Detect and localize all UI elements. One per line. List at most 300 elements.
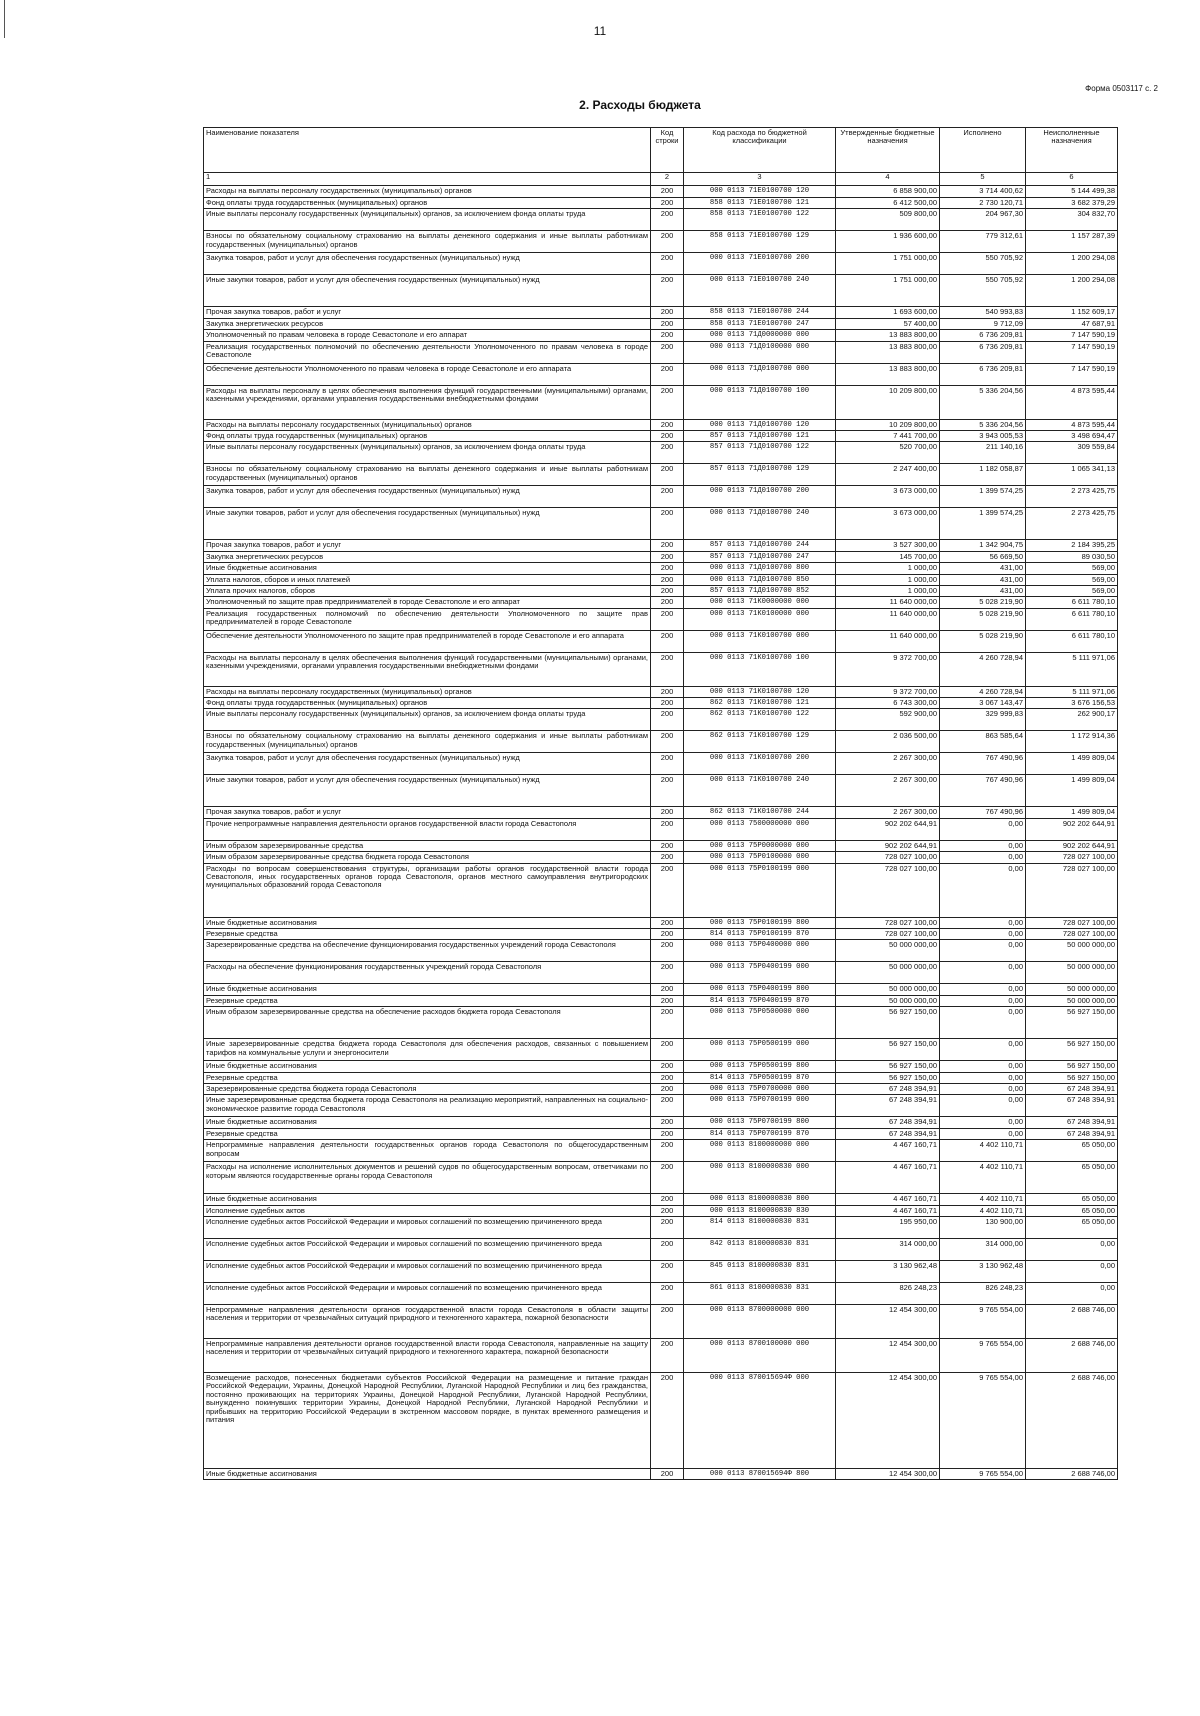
row-executed: 3 067 143,47	[940, 698, 1026, 709]
row-name: Закупка товаров, работ и услуг для обеспечения государственных (муниципальных) нужд	[204, 253, 651, 275]
row-unexecuted: 569,00	[1026, 585, 1118, 596]
row-name: Взносы по обязательному социальному страхованию на выплаты денежного содержания и иные выплаты работникам государственных (муниципальных) органов	[204, 464, 651, 486]
row-approved: 12 454 300,00	[836, 1338, 940, 1372]
row-name: Иным образом зарезервированные средства бюджета города Севастополя	[204, 852, 651, 863]
row-executed: 1 342 904,75	[940, 540, 1026, 551]
row-executed: 211 140,16	[940, 442, 1026, 464]
row-executed: 9 765 554,00	[940, 1304, 1026, 1338]
row-name: Резервные средства	[204, 1128, 651, 1139]
row-budget-code: 000 0113 8100000830 000	[684, 1162, 836, 1194]
row-budget-code: 000 0113 8100000830 800	[684, 1194, 836, 1205]
table-row	[204, 962, 1118, 984]
row-line-code: 200	[651, 442, 684, 464]
row-approved: 4 467 160,71	[836, 1194, 940, 1205]
row-line-code: 200	[651, 1039, 684, 1061]
row-budget-code: 857 0113 71Д0100700 852	[684, 585, 836, 596]
table-row	[204, 508, 1118, 540]
row-line-code: 200	[651, 341, 684, 363]
table-row	[204, 1007, 1118, 1039]
row-executed: 4 402 110,71	[940, 1194, 1026, 1205]
row-approved: 50 000 000,00	[836, 984, 940, 995]
row-approved: 520 700,00	[836, 442, 940, 464]
row-approved: 195 950,00	[836, 1216, 940, 1238]
row-unexecuted: 5 111 971,06	[1026, 686, 1118, 697]
table-row	[204, 231, 1118, 253]
row-line-code: 200	[651, 962, 684, 984]
table-row	[204, 1128, 1118, 1139]
table-row	[204, 307, 1118, 318]
table-row	[204, 1095, 1118, 1117]
row-approved: 9 372 700,00	[836, 652, 940, 686]
row-executed: 4 402 110,71	[940, 1140, 1026, 1162]
row-approved: 6 412 500,00	[836, 198, 940, 209]
table-row	[204, 1194, 1118, 1205]
row-budget-code: 000 0113 71Е0100700 200	[684, 253, 836, 275]
row-unexecuted: 1 200 294,08	[1026, 253, 1118, 275]
table-row	[204, 419, 1118, 430]
row-unexecuted: 309 559,84	[1026, 442, 1118, 464]
row-approved: 826 248,23	[836, 1282, 940, 1304]
row-budget-code: 000 0113 8700100000 000	[684, 1338, 836, 1372]
row-unexecuted: 1 499 809,04	[1026, 775, 1118, 807]
row-approved: 728 027 100,00	[836, 852, 940, 863]
row-name: Фонд оплаты труда государственных (муниципальных) органов	[204, 198, 651, 209]
row-budget-code: 000 0113 8700000000 000	[684, 1304, 836, 1338]
table-row	[204, 1140, 1118, 1162]
row-unexecuted: 67 248 394,91	[1026, 1117, 1118, 1128]
table-row	[204, 330, 1118, 341]
row-line-code: 200	[651, 709, 684, 731]
row-executed: 6 736 209,81	[940, 363, 1026, 385]
row-executed: 1 399 574,25	[940, 508, 1026, 540]
row-budget-code: 814 0113 75Р0500199 870	[684, 1072, 836, 1083]
row-approved: 1 751 000,00	[836, 275, 940, 307]
row-unexecuted: 56 927 150,00	[1026, 1039, 1118, 1061]
table-row	[204, 486, 1118, 508]
row-unexecuted: 2 688 746,00	[1026, 1468, 1118, 1479]
row-unexecuted: 2 688 746,00	[1026, 1304, 1118, 1338]
row-line-code: 200	[651, 231, 684, 253]
form-code: Форма 0503117 с. 2	[1085, 84, 1158, 93]
header-budget-code: Код расхода по бюджетной классификации	[684, 128, 836, 173]
row-name: Зарезервированные средства на обеспечение функционирования государственных учреждений города Севастополя	[204, 940, 651, 962]
row-executed: 0,00	[940, 1039, 1026, 1061]
row-line-code: 200	[651, 540, 684, 551]
row-unexecuted: 67 248 394,91	[1026, 1095, 1118, 1117]
row-line-code: 200	[651, 253, 684, 275]
row-executed: 826 248,23	[940, 1282, 1026, 1304]
row-name: Закупка энергетических ресурсов	[204, 318, 651, 329]
row-line-code: 200	[651, 198, 684, 209]
row-unexecuted: 5 111 971,06	[1026, 652, 1118, 686]
row-executed: 204 967,30	[940, 209, 1026, 231]
table-row	[204, 540, 1118, 551]
column-number: 6	[1026, 173, 1118, 186]
table-row	[204, 929, 1118, 940]
row-name: Иные выплаты персоналу государственных (муниципальных) органов, за исключением фонда оплаты труда	[204, 709, 651, 731]
row-name: Резервные средства	[204, 1072, 651, 1083]
row-approved: 6 743 300,00	[836, 698, 940, 709]
header-unexecuted: Неисполненные назначения	[1026, 128, 1118, 173]
row-executed: 0,00	[940, 1072, 1026, 1083]
row-line-code: 200	[651, 731, 684, 753]
header-executed: Исполнено	[940, 128, 1026, 173]
row-approved: 728 027 100,00	[836, 929, 940, 940]
row-line-code: 200	[651, 563, 684, 574]
row-line-code: 200	[651, 508, 684, 540]
row-executed: 779 312,61	[940, 231, 1026, 253]
row-budget-code: 000 0113 75Р0500199 800	[684, 1061, 836, 1072]
table-row	[204, 1338, 1118, 1372]
row-executed: 0,00	[940, 863, 1026, 917]
row-name: Иные выплаты персоналу государственных (муниципальных) органов, за исключением фонда оплаты труда	[204, 209, 651, 231]
row-budget-code: 858 0113 71Е0100700 121	[684, 198, 836, 209]
row-unexecuted: 2 688 746,00	[1026, 1338, 1118, 1372]
row-budget-code: 000 0113 870015694Ф 800	[684, 1468, 836, 1479]
row-executed: 431,00	[940, 563, 1026, 574]
row-line-code: 200	[651, 686, 684, 697]
row-name: Иные зарезервированные средства бюджета города Севастополя на реализацию мероприятий, направленных на социально-экономическое развитие города Севастополя	[204, 1095, 651, 1117]
row-name: Закупка товаров, работ и услуг для обеспечения государственных (муниципальных) нужд	[204, 486, 651, 508]
row-name: Расходы на выплаты персоналу государственных (муниципальных) органов	[204, 419, 651, 430]
row-executed: 767 490,96	[940, 775, 1026, 807]
row-executed: 1 399 574,25	[940, 486, 1026, 508]
table-row	[204, 385, 1118, 419]
row-approved: 6 858 900,00	[836, 186, 940, 198]
row-name: Иные закупки товаров, работ и услуг для обеспечения государственных (муниципальных) нужд	[204, 508, 651, 540]
row-executed: 0,00	[940, 962, 1026, 984]
row-name: Иные выплаты персоналу государственных (муниципальных) органов, за исключением фонда оплаты труда	[204, 442, 651, 464]
row-budget-code: 000 0113 71Д0100700 120	[684, 419, 836, 430]
row-budget-code: 000 0113 75Р0500000 000	[684, 1007, 836, 1039]
row-line-code: 200	[651, 186, 684, 198]
row-budget-code: 857 0113 71Д0100700 122	[684, 442, 836, 464]
row-line-code: 200	[651, 1282, 684, 1304]
row-executed: 314 000,00	[940, 1238, 1026, 1260]
row-budget-code: 000 0113 8100000830 830	[684, 1205, 836, 1216]
row-name: Уполномоченный по защите прав предпринимателей в городе Севастополе и его аппарат	[204, 597, 651, 608]
row-executed: 6 736 209,81	[940, 341, 1026, 363]
row-line-code: 200	[651, 929, 684, 940]
row-name: Непрограммные направления деятельности органов государственной власти города Севастополя в области защиты населения и территории от чрезвычайных ситуаций природного и техногенного характера, пожарной безопасности	[204, 1304, 651, 1338]
table-row	[204, 464, 1118, 486]
table-row	[204, 698, 1118, 709]
row-executed: 431,00	[940, 574, 1026, 585]
row-unexecuted: 569,00	[1026, 574, 1118, 585]
row-approved: 56 927 150,00	[836, 1039, 940, 1061]
row-name: Зарезервированные средства бюджета города Севастополя	[204, 1083, 651, 1094]
row-approved: 2 247 400,00	[836, 464, 940, 486]
row-unexecuted: 3 676 156,53	[1026, 698, 1118, 709]
row-unexecuted: 902 202 644,91	[1026, 818, 1118, 840]
row-budget-code: 000 0113 71Д0000000 000	[684, 330, 836, 341]
row-unexecuted: 1 152 609,17	[1026, 307, 1118, 318]
row-executed: 5 028 219,90	[940, 597, 1026, 608]
row-line-code: 200	[651, 698, 684, 709]
row-unexecuted: 6 611 780,10	[1026, 630, 1118, 652]
row-unexecuted: 262 900,17	[1026, 709, 1118, 731]
row-executed: 5 336 204,56	[940, 385, 1026, 419]
row-line-code: 200	[651, 1162, 684, 1194]
row-executed: 6 736 209,81	[940, 330, 1026, 341]
row-approved: 11 640 000,00	[836, 608, 940, 630]
table-row	[204, 652, 1118, 686]
row-approved: 592 900,00	[836, 709, 940, 731]
row-unexecuted: 65 050,00	[1026, 1140, 1118, 1162]
row-unexecuted: 2 273 425,75	[1026, 486, 1118, 508]
row-line-code: 200	[651, 630, 684, 652]
row-name: Взносы по обязательному социальному страхованию на выплаты денежного содержания и иные выплаты работникам государственных (муниципальных) органов	[204, 731, 651, 753]
table-row	[204, 840, 1118, 851]
row-line-code: 200	[651, 209, 684, 231]
table-row	[204, 940, 1118, 962]
table-row	[204, 1072, 1118, 1083]
table-row	[204, 1083, 1118, 1094]
row-budget-code: 861 0113 8100000830 831	[684, 1282, 836, 1304]
row-line-code: 200	[651, 1117, 684, 1128]
row-unexecuted: 728 027 100,00	[1026, 863, 1118, 917]
table-row	[204, 442, 1118, 464]
row-budget-code: 814 0113 75Р0400199 870	[684, 995, 836, 1006]
row-approved: 13 883 800,00	[836, 341, 940, 363]
row-line-code: 200	[651, 852, 684, 863]
row-line-code: 200	[651, 574, 684, 585]
row-line-code: 200	[651, 330, 684, 341]
row-executed: 1 182 058,87	[940, 464, 1026, 486]
row-approved: 2 267 300,00	[836, 753, 940, 775]
row-approved: 10 209 800,00	[836, 385, 940, 419]
row-approved: 1 751 000,00	[836, 253, 940, 275]
row-approved: 3 527 300,00	[836, 540, 940, 551]
row-budget-code: 000 0113 75Р0000000 000	[684, 840, 836, 851]
row-approved: 145 700,00	[836, 551, 940, 562]
row-executed: 0,00	[940, 1083, 1026, 1094]
row-approved: 509 800,00	[836, 209, 940, 231]
table-row	[204, 1304, 1118, 1338]
row-unexecuted: 7 147 590,19	[1026, 363, 1118, 385]
row-unexecuted: 7 147 590,19	[1026, 341, 1118, 363]
row-budget-code: 862 0113 71К0100700 121	[684, 698, 836, 709]
row-budget-code: 814 0113 75Р0100199 870	[684, 929, 836, 940]
row-unexecuted: 1 065 341,13	[1026, 464, 1118, 486]
row-budget-code: 858 0113 71Е0100700 247	[684, 318, 836, 329]
table-row	[204, 253, 1118, 275]
row-budget-code: 000 0113 75Р0500199 000	[684, 1039, 836, 1061]
row-approved: 10 209 800,00	[836, 419, 940, 430]
row-unexecuted: 1 499 809,04	[1026, 807, 1118, 818]
row-name: Расходы на выплаты персоналу в целях обеспечения выполнения функций государственными (муниципальными) органами, казенными учреждениями, органами управления государственными внебюджетными фондами	[204, 385, 651, 419]
table-row	[204, 709, 1118, 731]
row-unexecuted: 2 688 746,00	[1026, 1372, 1118, 1468]
row-budget-code: 814 0113 8100000830 831	[684, 1216, 836, 1238]
row-approved: 3 673 000,00	[836, 508, 940, 540]
row-line-code: 200	[651, 1205, 684, 1216]
row-budget-code: 858 0113 71Е0100700 122	[684, 209, 836, 231]
row-line-code: 200	[651, 585, 684, 596]
row-line-code: 200	[651, 275, 684, 307]
row-name: Резервные средства	[204, 995, 651, 1006]
row-name: Расходы на выплаты персоналу в целях обеспечения выполнения функций государственными (муниципальными) органами, казенными учреждениями, органами управления государственными внебюджетными фондами	[204, 652, 651, 686]
row-line-code: 200	[651, 1216, 684, 1238]
row-unexecuted: 2 184 395,25	[1026, 540, 1118, 551]
row-approved: 3 673 000,00	[836, 486, 940, 508]
row-budget-code: 000 0113 71К0100000 000	[684, 608, 836, 630]
table-row	[204, 686, 1118, 697]
row-line-code: 200	[651, 1338, 684, 1372]
row-approved: 57 400,00	[836, 318, 940, 329]
header-line-code: Код строки	[651, 128, 684, 173]
row-budget-code: 000 0113 75Р0100199 800	[684, 917, 836, 928]
row-executed: 0,00	[940, 1095, 1026, 1117]
row-budget-code: 000 0113 71Д0100700 240	[684, 508, 836, 540]
row-approved: 728 027 100,00	[836, 917, 940, 928]
table-row	[204, 775, 1118, 807]
table-row	[204, 753, 1118, 775]
row-budget-code: 857 0113 71Д0100700 247	[684, 551, 836, 562]
table-body	[204, 186, 1118, 1480]
table-row	[204, 563, 1118, 574]
row-unexecuted: 728 027 100,00	[1026, 917, 1118, 928]
row-executed: 329 999,83	[940, 709, 1026, 731]
row-name: Расходы на обеспечение функционирования государственных учреждений города Севастополя	[204, 962, 651, 984]
row-budget-code: 857 0113 71Д0100700 129	[684, 464, 836, 486]
row-budget-code: 000 0113 75Р0700000 000	[684, 1083, 836, 1094]
column-number: 5	[940, 173, 1026, 186]
row-unexecuted: 4 873 595,44	[1026, 385, 1118, 419]
row-budget-code: 000 0113 75Р0100199 000	[684, 863, 836, 917]
row-name: Реализация государственных полномочий по обеспечению деятельности Уполномоченного по защите прав предпринимателей в городе Севастополе	[204, 608, 651, 630]
row-line-code: 200	[651, 753, 684, 775]
row-line-code: 200	[651, 1260, 684, 1282]
row-approved: 1 000,00	[836, 574, 940, 585]
row-line-code: 200	[651, 597, 684, 608]
row-approved: 2 036 500,00	[836, 731, 940, 753]
row-budget-code: 000 0113 71К0100700 120	[684, 686, 836, 697]
row-approved: 56 927 150,00	[836, 1072, 940, 1083]
row-approved: 13 883 800,00	[836, 330, 940, 341]
row-unexecuted: 2 273 425,75	[1026, 508, 1118, 540]
row-name: Иные бюджетные ассигнования	[204, 1194, 651, 1205]
document-title: 2. Расходы бюджета	[579, 98, 701, 112]
row-line-code: 200	[651, 385, 684, 419]
row-name: Иные закупки товаров, работ и услуг для обеспечения государственных (муниципальных) нужд	[204, 275, 651, 307]
row-budget-code: 000 0113 75Р0700199 800	[684, 1117, 836, 1128]
row-name: Расходы на выплаты персоналу государственных (муниципальных) органов	[204, 186, 651, 198]
row-unexecuted: 569,00	[1026, 563, 1118, 574]
row-approved: 11 640 000,00	[836, 597, 940, 608]
row-name: Фонд оплаты труда государственных (муниципальных) органов	[204, 430, 651, 441]
row-budget-code: 842 0113 8100000830 831	[684, 1238, 836, 1260]
row-budget-code: 000 0113 7500000000 000	[684, 818, 836, 840]
row-approved: 50 000 000,00	[836, 940, 940, 962]
row-unexecuted: 0,00	[1026, 1282, 1118, 1304]
row-name: Иные бюджетные ассигнования	[204, 1468, 651, 1479]
row-line-code: 200	[651, 1238, 684, 1260]
table-row	[204, 608, 1118, 630]
row-unexecuted: 50 000 000,00	[1026, 940, 1118, 962]
row-executed: 3 714 400,62	[940, 186, 1026, 198]
row-executed: 0,00	[940, 1117, 1026, 1128]
row-line-code: 200	[651, 318, 684, 329]
row-name: Непрограммные направления деятельности органов государственной власти города Севастополя, направленные на защиту населения и территории от чрезвычайных ситуаций природного и техногенного характера, пожарной безопасности	[204, 1338, 651, 1372]
row-budget-code: 000 0113 75Р0400199 000	[684, 962, 836, 984]
row-unexecuted: 6 611 780,10	[1026, 608, 1118, 630]
row-unexecuted: 65 050,00	[1026, 1216, 1118, 1238]
row-executed: 0,00	[940, 840, 1026, 851]
row-unexecuted: 67 248 394,91	[1026, 1128, 1118, 1139]
row-unexecuted: 1 499 809,04	[1026, 753, 1118, 775]
row-name: Прочие непрограммные направления деятельности органов государственной власти города Севастополя	[204, 818, 651, 840]
row-approved: 314 000,00	[836, 1238, 940, 1260]
row-approved: 902 202 644,91	[836, 818, 940, 840]
row-name: Иные зарезервированные средства бюджета города Севастополя для обеспечения расходов, связанных с повышением тарифов на коммунальные услуги и энергоносители	[204, 1039, 651, 1061]
row-unexecuted: 1 200 294,08	[1026, 275, 1118, 307]
row-budget-code: 845 0113 8100000830 831	[684, 1260, 836, 1282]
row-line-code: 200	[651, 1072, 684, 1083]
row-name: Обеспечение деятельности Уполномоченного по правам человека в городе Севастополе и его аппарата	[204, 363, 651, 385]
row-executed: 550 705,92	[940, 275, 1026, 307]
row-unexecuted: 6 611 780,10	[1026, 597, 1118, 608]
row-executed: 4 260 728,94	[940, 652, 1026, 686]
row-executed: 3 943 005,53	[940, 430, 1026, 441]
row-approved: 12 454 300,00	[836, 1372, 940, 1468]
table-row	[204, 430, 1118, 441]
row-executed: 863 585,64	[940, 731, 1026, 753]
table-row	[204, 863, 1118, 917]
row-approved: 1 693 600,00	[836, 307, 940, 318]
table-row	[204, 630, 1118, 652]
row-executed: 5 028 219,90	[940, 630, 1026, 652]
row-executed: 0,00	[940, 818, 1026, 840]
row-approved: 1 000,00	[836, 585, 940, 596]
row-name: Иным образом зарезервированные средства	[204, 840, 651, 851]
row-approved: 4 467 160,71	[836, 1205, 940, 1216]
row-line-code: 200	[651, 1372, 684, 1468]
row-unexecuted: 7 147 590,19	[1026, 330, 1118, 341]
table-row	[204, 209, 1118, 231]
row-budget-code: 000 0113 71Д0100700 000	[684, 363, 836, 385]
row-unexecuted: 0,00	[1026, 1260, 1118, 1282]
row-name: Расходы на исполнение исполнительных документов и решений судов по общегосударственным вопросам, ответчиками по которым являются государственные органы города Севастополя	[204, 1162, 651, 1194]
row-unexecuted: 1 157 287,39	[1026, 231, 1118, 253]
row-budget-code: 000 0113 71Е0100700 120	[684, 186, 836, 198]
row-unexecuted: 902 202 644,91	[1026, 840, 1118, 851]
row-executed: 0,00	[940, 995, 1026, 1006]
header-row	[204, 128, 1118, 173]
row-line-code: 200	[651, 1194, 684, 1205]
row-unexecuted: 47 687,91	[1026, 318, 1118, 329]
row-approved: 67 248 394,91	[836, 1117, 940, 1128]
row-line-code: 200	[651, 917, 684, 928]
row-unexecuted: 4 873 595,44	[1026, 419, 1118, 430]
row-unexecuted: 50 000 000,00	[1026, 962, 1118, 984]
row-unexecuted: 1 172 914,36	[1026, 731, 1118, 753]
table-row	[204, 597, 1118, 608]
row-line-code: 200	[651, 940, 684, 962]
column-number-row	[204, 173, 1118, 186]
table-row	[204, 1282, 1118, 1304]
row-line-code: 200	[651, 818, 684, 840]
row-executed: 0,00	[940, 940, 1026, 962]
row-unexecuted: 50 000 000,00	[1026, 984, 1118, 995]
row-line-code: 200	[651, 1061, 684, 1072]
row-line-code: 200	[651, 486, 684, 508]
row-budget-code: 000 0113 75Р0400199 800	[684, 984, 836, 995]
table-row	[204, 198, 1118, 209]
row-line-code: 200	[651, 984, 684, 995]
row-unexecuted: 3 498 694,47	[1026, 430, 1118, 441]
row-executed: 56 669,50	[940, 551, 1026, 562]
